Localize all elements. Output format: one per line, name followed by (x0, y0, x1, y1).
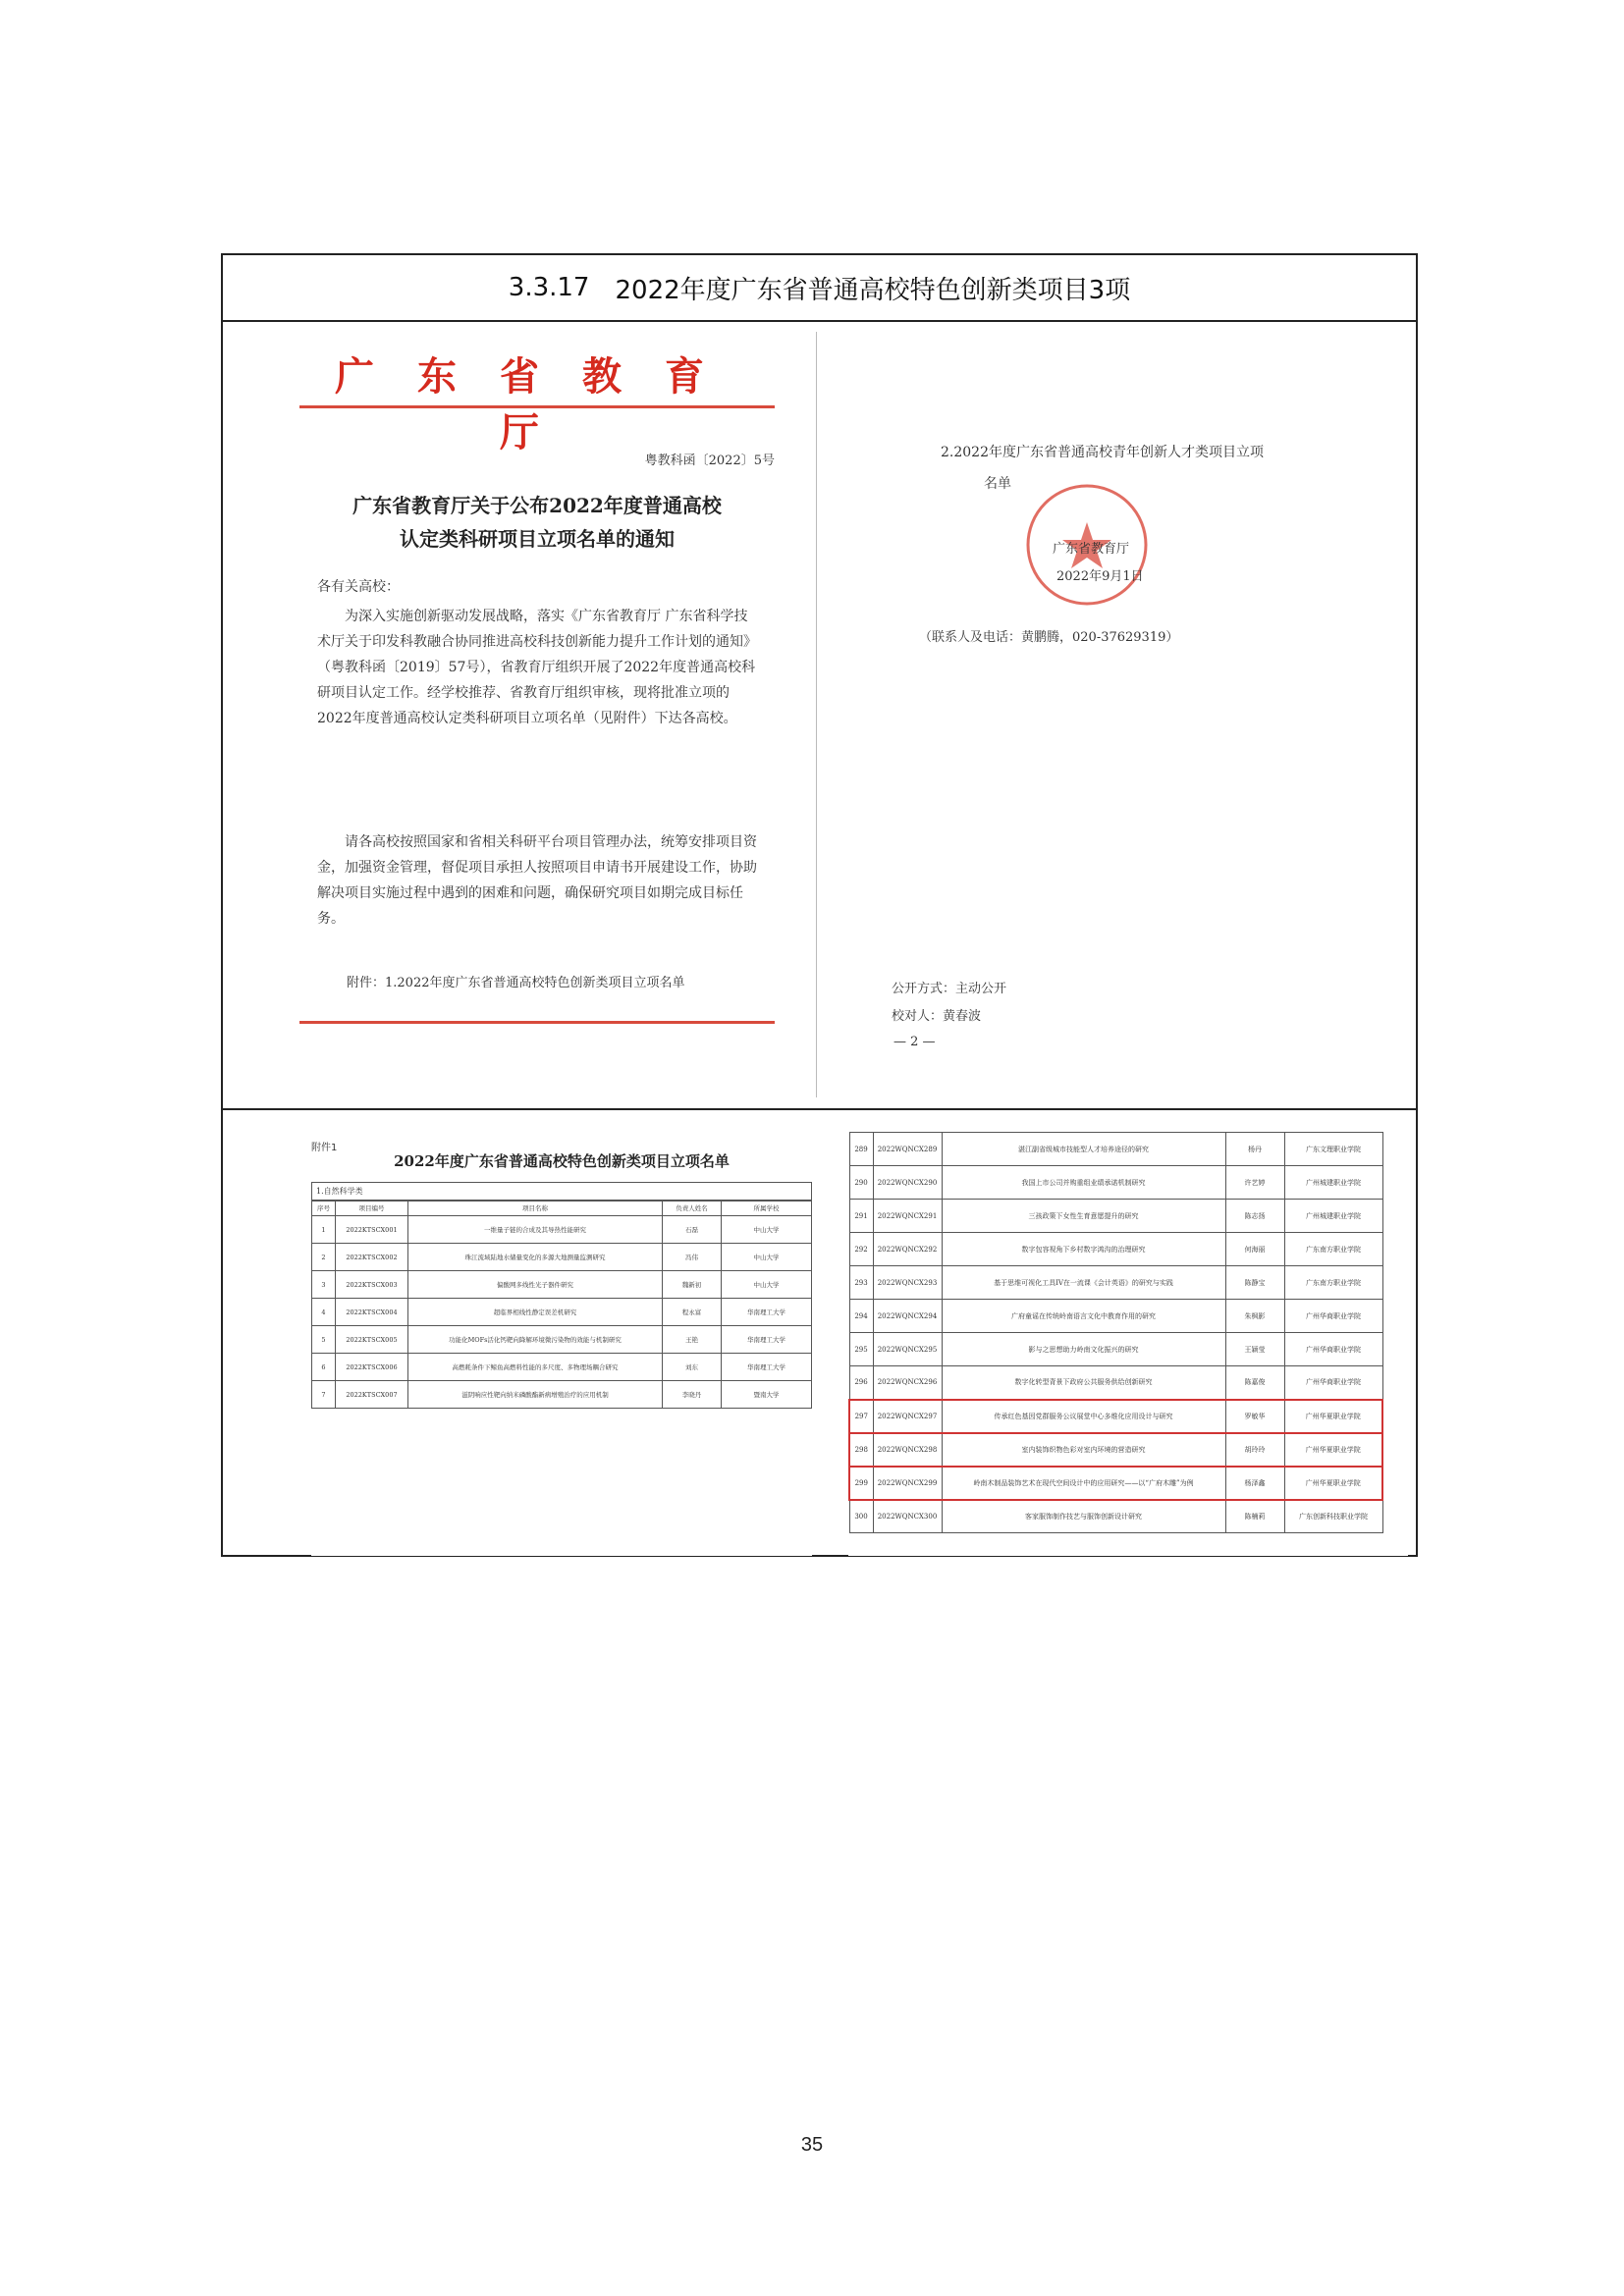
table-row (312, 1354, 812, 1381)
cell-leader: 魏新初 (663, 1271, 722, 1299)
cell-name: 数字化转型背景下政府公共服务供给创新研究 (942, 1366, 1225, 1400)
table-row (849, 1266, 1382, 1300)
cell-no: 7 (312, 1381, 336, 1409)
cell-leader: 王颖莹 (1225, 1333, 1284, 1366)
cell-school: 广州华夏职业学院 (1284, 1467, 1382, 1500)
cell-no: 3 (312, 1271, 336, 1299)
contact-line: （联系人及电话：黄鹏腾，020-37629319） (919, 630, 1179, 645)
cell-school: 广东南方职业学院 (1284, 1266, 1382, 1300)
table-row (849, 1200, 1382, 1233)
cell-name: 客家服饰制作技艺与服饰创新设计研究 (942, 1500, 1225, 1533)
cell-school: 中山大学 (722, 1216, 812, 1244)
notice-scan-page-1 (299, 334, 832, 1109)
cell-school: 华南理工大学 (722, 1326, 812, 1354)
cell-code: 2022WQNCX290 (873, 1166, 942, 1200)
cell-name: 一维量子链的合成及其导热性能研究 (408, 1216, 663, 1244)
cell-code: 2022WQNCX291 (873, 1200, 942, 1233)
cell-code: 2022WQNCX298 (873, 1433, 942, 1467)
cell-leader: 冯伟 (663, 1244, 722, 1271)
cell-leader: 王艳 (663, 1326, 722, 1354)
cell-no: 298 (849, 1433, 873, 1467)
attachment-list-section: 1.自然科学类 (311, 1182, 812, 1201)
notice-title-line-2: 认定类科研项目立项名单的通知 (400, 527, 675, 551)
cell-no: 5 (312, 1326, 336, 1354)
masthead-red-rule (299, 405, 775, 408)
cell-leader: 杨泽鑫 (1225, 1467, 1284, 1500)
cell-name: 室内装饰织物色彩对室内环境的营造研究 (942, 1433, 1225, 1467)
page-number: 35 (800, 2134, 824, 2156)
cell-code: 2022KTSCX003 (336, 1271, 408, 1299)
table-row (312, 1271, 812, 1299)
cell-no: 291 (849, 1200, 873, 1233)
cell-name: 三孩政策下女性生育意愿提升的研究 (942, 1200, 1225, 1233)
header-school: 所属学校 (722, 1201, 812, 1216)
cell-code: 2022KTSCX002 (336, 1244, 408, 1271)
cell-code: 2022WQNCX295 (873, 1333, 942, 1366)
cell-school: 广州城建职业学院 (1284, 1166, 1382, 1200)
list-line-1: 2.2022年度广东省普通高校青年创新人才类项目立项 (941, 445, 1264, 460)
cell-school: 广东文理职业学院 (1284, 1133, 1382, 1166)
cell-code: 2022WQNCX300 (873, 1500, 942, 1533)
cell-leader: 刘东 (663, 1354, 722, 1381)
table-row (849, 1366, 1382, 1400)
table-row (849, 1233, 1382, 1266)
notice-scan-page-2 (816, 332, 1405, 1097)
cell-code: 2022KTSCX001 (336, 1216, 408, 1244)
cell-code: 2022KTSCX004 (336, 1299, 408, 1326)
cell-code: 2022WQNCX292 (873, 1233, 942, 1266)
cell-name: 偏酸网多线性光子器件研究 (408, 1271, 663, 1299)
cell-code: 2022WQNCX296 (873, 1366, 942, 1400)
cell-leader: 陈楠莉 (1225, 1500, 1284, 1533)
cell-no: 1 (312, 1216, 336, 1244)
frame-divider (223, 1108, 1416, 1110)
cell-no: 293 (849, 1266, 873, 1300)
attachment-list-table (311, 1200, 812, 1409)
cell-code: 2022KTSCX005 (336, 1326, 408, 1354)
cell-school: 暨南大学 (722, 1381, 812, 1409)
evidence-frame (221, 253, 1418, 1557)
section-title: 2022年度广东省普通高校特色创新类项目3项 (615, 275, 1131, 305)
seal-org-name: 广东省教育厅 (1053, 542, 1130, 557)
cell-leader: 程永富 (663, 1299, 722, 1326)
table-row (312, 1244, 812, 1271)
annex-label: 附件1 (311, 1143, 338, 1153)
cell-school: 华南理工大学 (722, 1354, 812, 1381)
cell-leader: 石磊 (663, 1216, 722, 1244)
attachment-list-title: 2022年度广东省普通高校特色创新类项目立项名单 (394, 1152, 730, 1170)
cell-name: 岭南木制品装饰艺术在现代空间设计中的应用研究——以“广府木雕”为例 (942, 1467, 1225, 1500)
cell-school: 广州华商职业学院 (1284, 1300, 1382, 1333)
cell-name: 珠江流域陆地水储量变化的多源大地测量监测研究 (408, 1244, 663, 1271)
seal-date: 2022年9月1日 (1056, 569, 1144, 584)
header-leader: 负责人姓名 (663, 1201, 722, 1216)
cell-code: 2022KTSCX006 (336, 1354, 408, 1381)
cell-leader: 李晓丹 (663, 1381, 722, 1409)
table-row (849, 1166, 1382, 1200)
publish-mode: 公开方式：主动公开 (892, 982, 1007, 996)
cell-leader: 陈静宝 (1225, 1266, 1284, 1300)
cell-leader: 胡玲玲 (1225, 1433, 1284, 1467)
table-row (312, 1299, 812, 1326)
continued-list-table (848, 1132, 1383, 1533)
cell-no: 295 (849, 1333, 873, 1366)
cell-no: 6 (312, 1354, 336, 1381)
cell-school: 中山大学 (722, 1244, 812, 1271)
cell-school: 广州华商职业学院 (1284, 1333, 1382, 1366)
cell-code: 2022WQNCX294 (873, 1300, 942, 1333)
cell-code: 2022WQNCX293 (873, 1266, 942, 1300)
table-row (849, 1333, 1382, 1366)
cell-no: 4 (312, 1299, 336, 1326)
cell-leader: 何海丽 (1225, 1233, 1284, 1266)
section-title-bar (223, 255, 1416, 322)
cell-code: 2022WQNCX297 (873, 1400, 942, 1433)
cell-leader: 许艺婷 (1225, 1166, 1284, 1200)
notice-paragraph-1: 为深入实施创新驱动发展战略，落实《广东省教育厅 广东省科学技术厅关于印发科教融合协同推进高校科技创新能力提升工作计划的通知》（粤教科函〔2019〕57号），省教育厅组织开展了2022年度普通高校科研项目认定工作。经学校推荐、省教育厅组织审核，现将批准立项的2022年度普通高校认定类科研项目立项名单（见附件）下达各高校。 (317, 609, 757, 726)
document-number: 粤教科函〔2022〕5号 (644, 454, 775, 468)
cell-school: 广州华夏职业学院 (1284, 1433, 1382, 1467)
table-row (849, 1467, 1382, 1500)
cell-leader: 罗敏华 (1225, 1400, 1284, 1433)
list-line-2: 名单 (984, 476, 1011, 492)
cell-leader: 陈志扬 (1225, 1200, 1284, 1233)
cell-no: 300 (849, 1500, 873, 1533)
cell-name: 功能化MOFs活化钙靶向降解环境微污染物的效能与机制研究 (408, 1326, 663, 1354)
notice-title (299, 489, 775, 556)
proofreader: 校对人：黄春波 (892, 1009, 982, 1024)
cell-school: 广州城建职业学院 (1284, 1200, 1382, 1233)
table-header-row (312, 1201, 812, 1216)
table-row (849, 1400, 1382, 1433)
cell-no: 297 (849, 1400, 873, 1433)
cell-leader: 陈嘉俊 (1225, 1366, 1284, 1400)
cell-no: 292 (849, 1233, 873, 1266)
cell-name: 我国上市公司并购重组业绩承诺机制研究 (942, 1166, 1225, 1200)
cell-name: 超临界相线性静定误差机研究 (408, 1299, 663, 1326)
header-no: 序号 (312, 1201, 336, 1216)
attachment-line: 附件：1.2022年度广东省普通高校特色创新类项目立项名单 (347, 976, 685, 990)
table-row (849, 1133, 1382, 1166)
cell-no: 289 (849, 1133, 873, 1166)
cell-school: 广州华夏职业学院 (1284, 1400, 1382, 1433)
cell-name: 湛江副省级城市技能型人才培养途径的研究 (942, 1133, 1225, 1166)
cell-leader: 杨丹 (1225, 1133, 1284, 1166)
attachment-list-scan (311, 1139, 812, 1556)
cell-no: 2 (312, 1244, 336, 1271)
header-code: 项目编号 (336, 1201, 408, 1216)
cell-school: 广东南方职业学院 (1284, 1233, 1382, 1266)
salutation: 各有关高校： (317, 579, 400, 595)
cell-no: 290 (849, 1166, 873, 1200)
cell-no: 294 (849, 1300, 873, 1333)
table-row (849, 1300, 1382, 1333)
cell-no: 299 (849, 1467, 873, 1500)
cell-school: 广州华商职业学院 (1284, 1366, 1382, 1400)
table-row (312, 1216, 812, 1244)
cell-code: 2022WQNCX289 (873, 1133, 942, 1166)
table-row (312, 1381, 812, 1409)
cell-no: 296 (849, 1366, 873, 1400)
cell-code: 2022KTSCX007 (336, 1381, 408, 1409)
footer-red-rule (299, 1021, 775, 1024)
table-row (849, 1500, 1382, 1533)
continued-list-scan (848, 1132, 1408, 1556)
cell-code: 2022WQNCX299 (873, 1467, 942, 1500)
section-number: 3.3.17 (508, 273, 590, 302)
cell-school: 广东创新科技职业学院 (1284, 1500, 1382, 1533)
cell-name: 基于思维可视化工具IV在一流课《会计英语》的研究与实践 (942, 1266, 1225, 1300)
cell-name: 广府童谣在传统岭南语言文化中教育作用的研究 (942, 1300, 1225, 1333)
cell-name: 滋阴响应性靶向纳米磷酸酯新病增殖治疗的应用机制 (408, 1381, 663, 1409)
cell-school: 中山大学 (722, 1271, 812, 1299)
scan-page-number: — 2 — (893, 1035, 936, 1049)
cell-leader: 朱枫影 (1225, 1300, 1284, 1333)
table-row (849, 1433, 1382, 1467)
masthead: 广东省教育厅 (335, 353, 747, 455)
notice-title-line-1: 广东省教育厅关于公布2022年度普通高校 (352, 494, 722, 517)
cell-name: 数字包容视角下乡村数字鸿沟的治理研究 (942, 1233, 1225, 1266)
table-row (312, 1326, 812, 1354)
cell-name: 传承红色基因党群服务公议展堂中心多维化应用设计与研究 (942, 1400, 1225, 1433)
cell-school: 华南理工大学 (722, 1299, 812, 1326)
notice-paragraph-2: 请各高校按照国家和省相关科研平台项目管理办法，统筹安排项目资金，加强资金管理，督促项目承担人按照项目申请书开展建设工作，协助解决项目实施过程中遇到的困难和问题，确保研究项目如期完成目标任务。 (317, 834, 757, 927)
header-name: 项目名称 (408, 1201, 663, 1216)
cell-name: 影与之思想助力岭南文化振兴的研究 (942, 1333, 1225, 1366)
cell-name: 高燃耗条件下鲸鱼高燃料性能的多尺度、多物理场耦合研究 (408, 1354, 663, 1381)
